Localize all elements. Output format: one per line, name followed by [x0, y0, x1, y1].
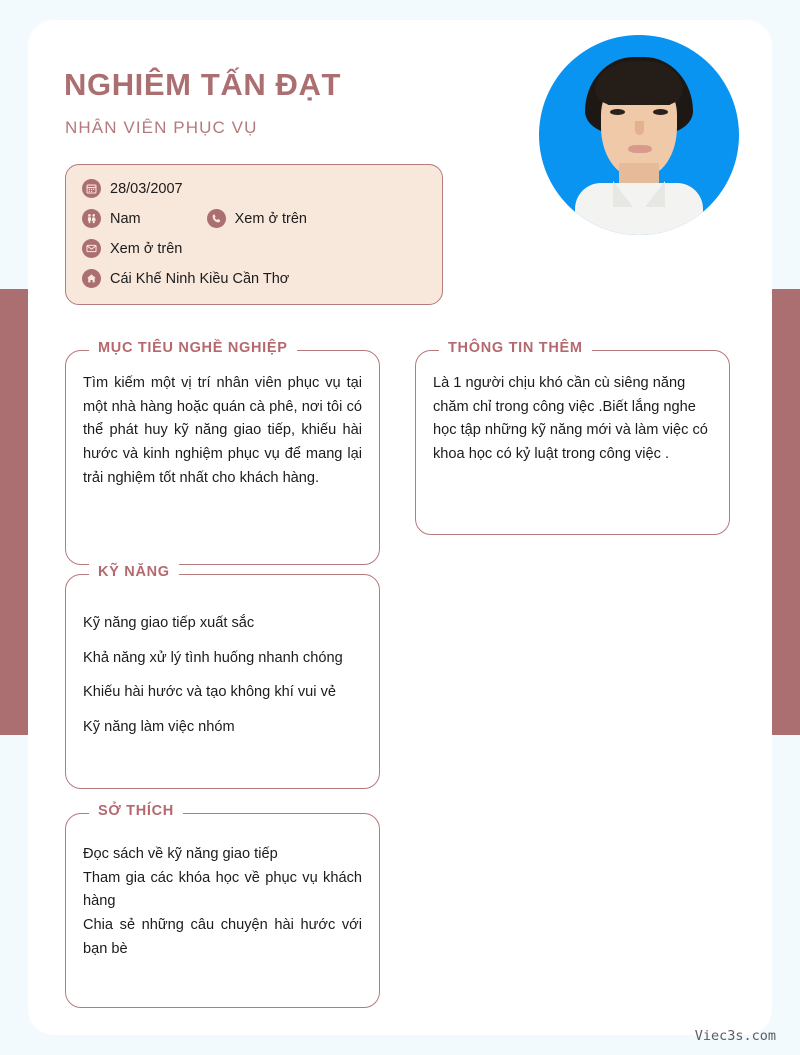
section-body-skills [65, 574, 380, 756]
site-watermark: Viec3s.com [694, 1028, 776, 1044]
list-item: Đọc sách về kỹ năng giao tiếp [83, 846, 278, 862]
collar-right [645, 181, 665, 207]
home-icon [82, 269, 101, 288]
shirt-shape [575, 183, 703, 235]
gender-icon [82, 209, 101, 228]
section-title-hobbies: SỞ THÍCH [89, 803, 183, 819]
section-title-skills: KỸ NĂNG [89, 564, 179, 580]
mouth-shape [628, 145, 652, 153]
eyebrow-right [651, 101, 671, 105]
cv-sheet [28, 20, 772, 1035]
contact-info-card [65, 164, 443, 305]
calendar-icon [82, 179, 101, 198]
section-title-additional-info: THÔNG TIN THÊM [439, 340, 592, 356]
contact-birthdate-text: 28/03/2007 [110, 180, 183, 197]
cv-header [28, 20, 772, 172]
list-item: Chia sẻ những câu chuyện hài hước với bạn bè [83, 916, 362, 957]
eye-left [610, 109, 625, 115]
section-skills [65, 564, 380, 789]
collar-left [613, 181, 633, 207]
section-body-hobbies [65, 813, 380, 977]
contact-email-text: Xem ở trên [110, 240, 183, 257]
list-item: Kỹ năng làm việc nhóm [83, 718, 235, 735]
email-icon [82, 239, 101, 258]
eye-right [653, 109, 668, 115]
fringe-shape [595, 61, 683, 105]
phone-icon [207, 209, 226, 228]
section-career-objective [65, 340, 380, 565]
candidate-job-title: NHÂN VIÊN PHỤC VỤ [65, 118, 258, 137]
decorative-bar-right [771, 289, 800, 735]
nose-shape [635, 121, 644, 135]
section-body-additional-info [415, 350, 730, 483]
contact-address [82, 269, 289, 288]
additional-info-text: Là 1 người chịu khó cần cù siêng năng chăm chỉ trong công việc .Biết lắng nghe học tập những kỹ năng mới và làm việc có khoa học có kỷ luật trong công việc . [433, 375, 708, 462]
candidate-name: NGHIÊM TẤN ĐẠT [64, 67, 342, 102]
contact-row [82, 209, 426, 228]
contact-row [82, 269, 426, 288]
contact-gender-text: Nam [110, 210, 141, 227]
contact-birthdate [82, 179, 183, 198]
contact-row [82, 239, 426, 258]
section-hobbies [65, 803, 380, 1008]
decorative-bar-left [0, 289, 29, 735]
section-body-career-objective [65, 350, 380, 506]
contact-row [82, 179, 426, 198]
avatar [539, 35, 739, 235]
contact-address-text: Cái Khế Ninh Kiều Cần Thơ [110, 270, 290, 287]
objective-text: Tìm kiếm một vị trí nhân viên phục vụ tại một nhà hàng hoặc quán cà phê, nơi tôi có thể phát huy kỹ năng giao tiếp, khiếu hài hước và kinh nghiệm phục vụ để mang lại trải nghiệm tốt nhất cho khách hàng. [83, 375, 362, 486]
list-item: Khả năng xử lý tình huống nhanh chóng [83, 649, 343, 666]
contact-email [82, 239, 182, 258]
list-item: Kỹ năng giao tiếp xuất sắc [83, 615, 255, 631]
eyebrow-left [607, 101, 627, 105]
list-item: Tham gia các khóa học về phục vụ khách hàng [83, 869, 362, 910]
contact-phone-text: Xem ở trên [234, 210, 307, 227]
contact-gender [82, 209, 141, 228]
section-additional-info [415, 340, 730, 535]
list-item: Khiếu hài hước và tạo không khí vui vẻ [83, 684, 336, 701]
contact-phone [207, 209, 307, 228]
section-title-career-objective: MỤC TIÊU NGHỀ NGHIỆP [89, 340, 297, 356]
